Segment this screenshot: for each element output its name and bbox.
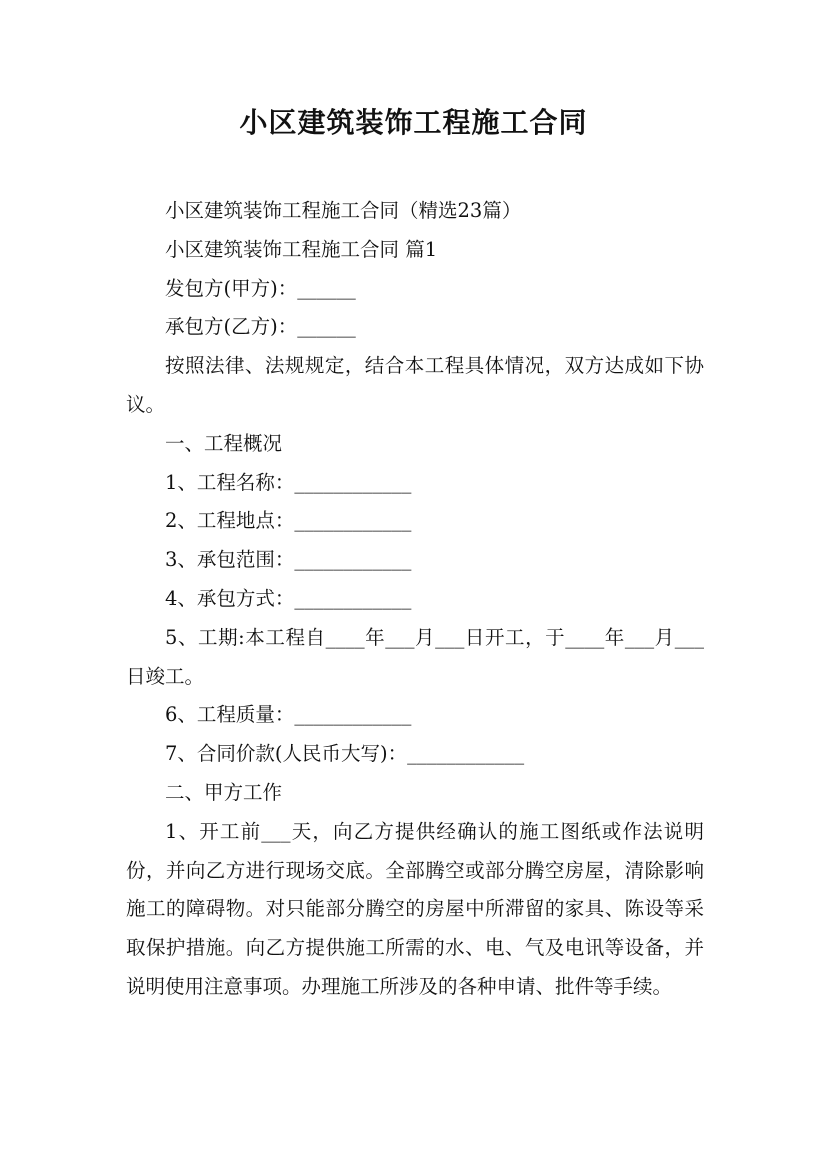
- heading-project-overview: 一、工程概况: [165, 431, 283, 455]
- construction-period-line: 5、工期:本工程自____年___月___日开工，于____年___月___日竣工。: [126, 625, 704, 688]
- contract-scope-line: 3、承包范围：____________: [165, 548, 412, 572]
- contract-price-line: 7、合同价款(人民币大写)：____________: [165, 742, 525, 766]
- project-location-line: 2、工程地点：____________: [165, 509, 412, 533]
- project-name-line: 1、工程名称：____________: [165, 470, 412, 494]
- party-a-duty-paragraph: 1、开工前___天，向乙方提供经确认的施工图纸或作法说明份，并向乙方进行现场交底。全部腾空或部分腾空房屋，清除影响施工的障碍物。对只能部分腾空的房屋中所滞留的家具、陈设等采取保护措施。向乙方提供施工所需的水、电、气及电讯等设备，并说明使用注意事项。办理施工所涉及的各种申请、批件等手续。: [126, 819, 704, 998]
- agreement-intro: 按照法律、法规规定，结合本工程具体情况，双方达成如下协议。: [126, 354, 704, 416]
- contract-method-line: 4、承包方式：____________: [165, 586, 412, 610]
- section-heading-part1: 小区建筑装饰工程施工合同 篇1: [165, 237, 438, 261]
- document-title: 小区建筑装饰工程施工合同: [239, 106, 588, 139]
- party-a-line: 发包方(甲方)：______: [165, 276, 356, 300]
- document-body: [126, 192, 704, 1007]
- project-quality-line: 6、工程质量：____________: [165, 703, 412, 727]
- subtitle-collection: 小区建筑装饰工程施工合同（精选23篇）: [165, 199, 522, 222]
- heading-party-a-work: 二、甲方工作: [165, 780, 283, 804]
- party-b-line: 承包方(乙方)：______: [165, 315, 356, 339]
